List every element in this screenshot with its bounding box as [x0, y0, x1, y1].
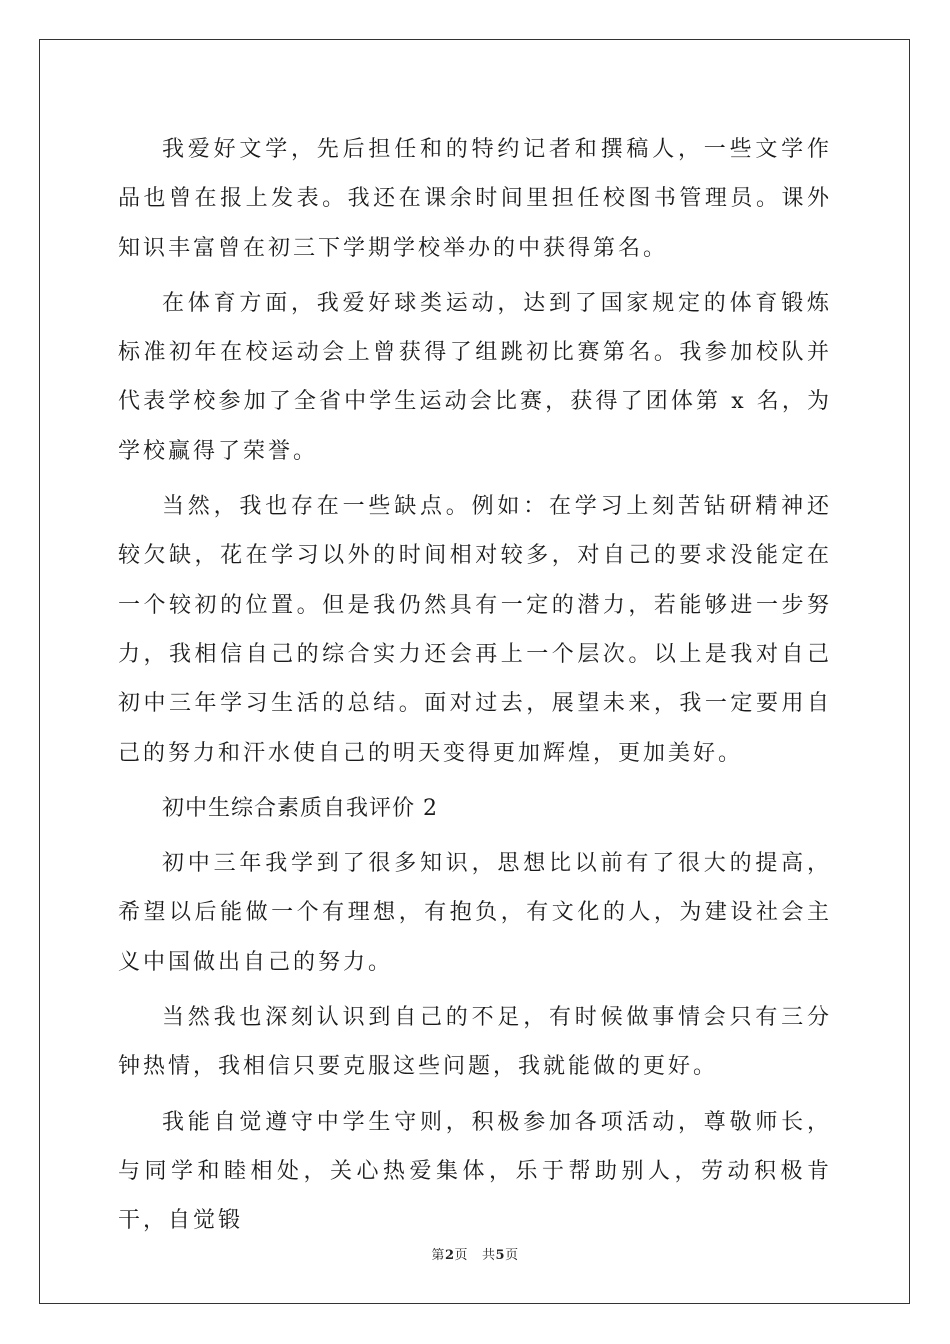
- paragraph-weakness: 当然我也深刻认识到自己的不足，有时候做事情会只有三分钟热情，我相信只要克服这些问题，我就能做的更好。: [118, 1005, 832, 1080]
- paragraph-conduct: 我能自觉遵守中学生守则，积极参加各项活动，尊敬师长，与同学和睦相处，关心热爱集体，乐于帮助别人，劳动积极肯干，自觉锻: [118, 1109, 832, 1234]
- footer-total-prefix: 共: [482, 1248, 496, 1263]
- footer-page-prefix: 第: [431, 1248, 445, 1263]
- footer-total-suffix: 页: [505, 1248, 519, 1263]
- paragraph-knowledge: 初中三年我学到了很多知识，思想比以前有了很大的提高，希望以后能做一个有理想，有抱负，有文化的人，为建设社会主义中国做出自己的努力。: [118, 851, 832, 975]
- document-body: [118, 125, 832, 1252]
- paragraph-literature: 我爱好文学，先后担任和的特约记者和撰稿人，一些文学作品也曾在报上发表。我还在课余时间里担任校图书管理员。课外知识丰富曾在初三下学期学校举办的中获得第名。: [118, 137, 832, 261]
- paragraph-shortcomings: 当然，我也存在一些缺点。例如：在学习上刻苦钻研精神还较欠缺，花在学习以外的时间相对较多，对自己的要求没能定在一个较初的位置。但是我仍然具有一定的潜力，若能够进一步努力，我相信自己的综合实力还会再上一个层次。以上是我对自己初中三年学习生活的总结。面对过去，展望未来，我一定要用自己的努力和汗水使自己的明天变得更加辉煌，更加美好。: [118, 494, 832, 766]
- section-title: 初中生综合素质自我评价 2: [162, 795, 438, 821]
- footer-page-current: 2: [444, 1248, 455, 1263]
- footer-page-suffix: 页: [454, 1248, 468, 1263]
- page-footer: [0, 1247, 950, 1265]
- footer-page-total: 5: [495, 1248, 506, 1263]
- paragraph-sports: 在体育方面，我爱好球类运动，达到了国家规定的体育锻炼标准初年在校运动会上曾获得了组跳初比赛第名。我参加校队并代表学校参加了全省中学生运动会比赛，获得了团体第 x 名，为学校赢得了荣誉。: [118, 290, 832, 464]
